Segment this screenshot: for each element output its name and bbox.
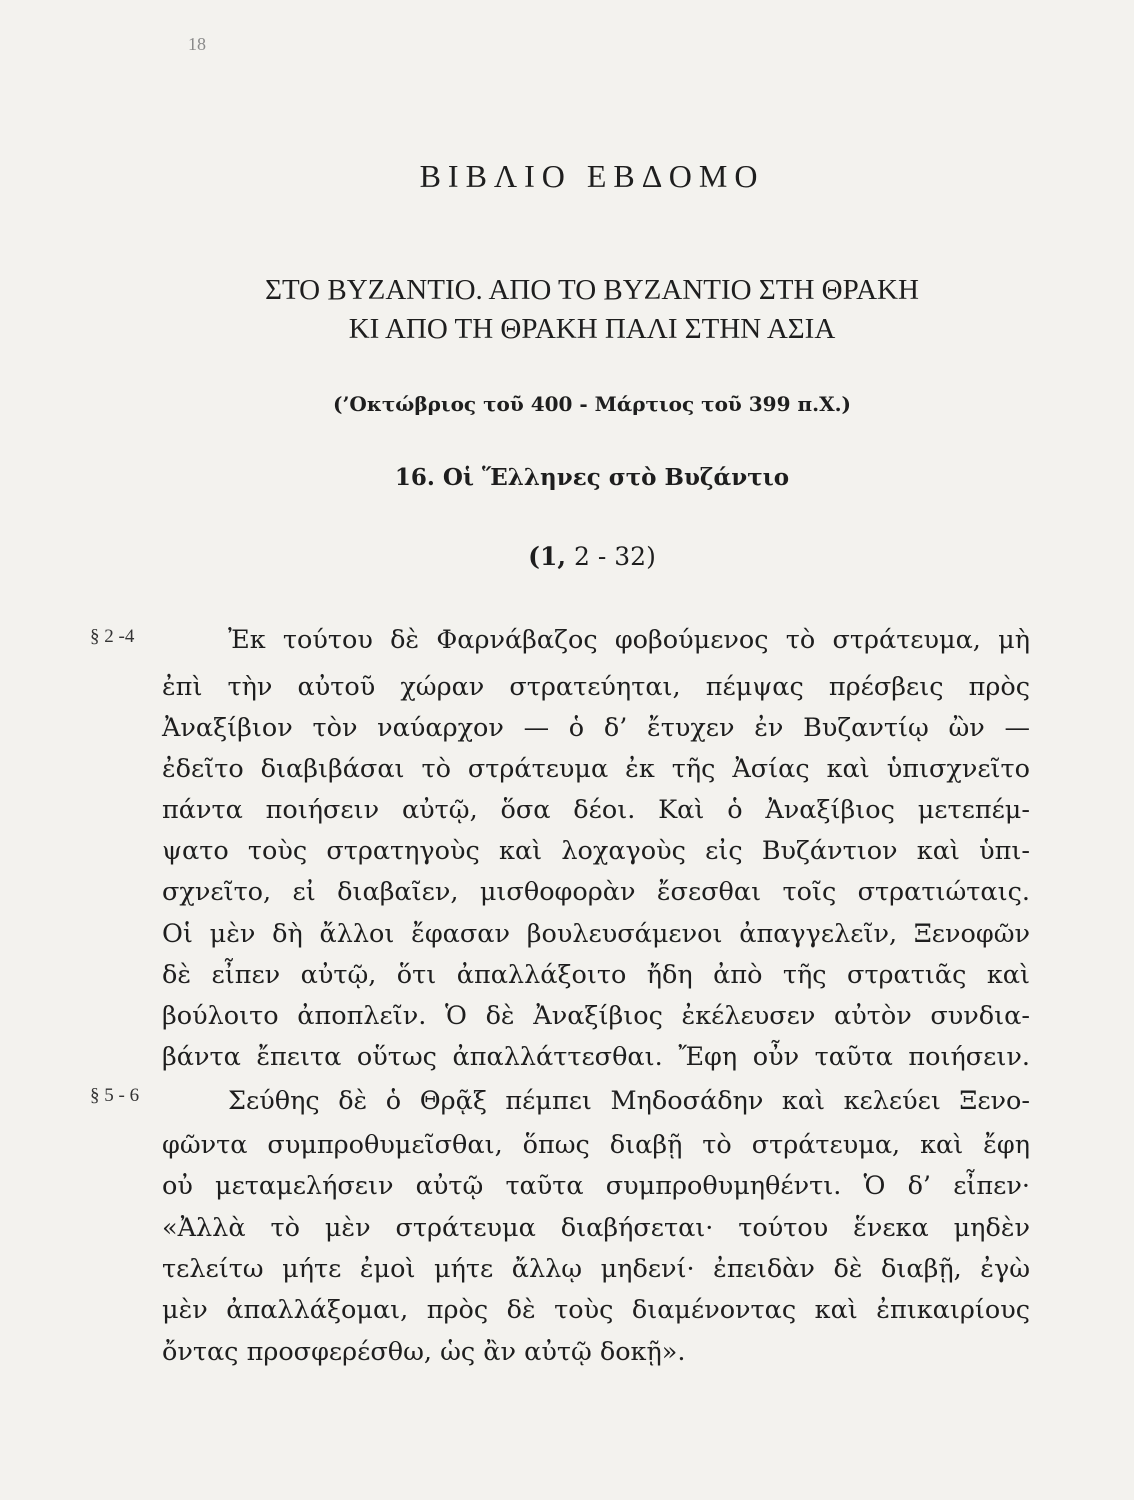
text-line: Ἐκ τούτου δὲ Φαρνάβαζος φοβούμενος τὸ στράτευμα, μὴ [228,625,1030,655]
chapter-ref-range: 2 - 32) [566,542,656,571]
text-line: ἐδεῖτο διαβιβάσαι τὸ στράτευμα ἐκ τῆς Ἀσίας καὶ ὑπισχνεῖτο [162,754,1030,784]
margin-ref-section-1: § 2 -4 [90,626,135,647]
text-line: ὄντας προσφερέσθω, ὡς ἂν αὐτῷ δοκῇ». [162,1337,686,1367]
text-line: Ἀναξίβιον τὸν ναύαρχον — ὁ δ’ ἔτυχεν ἐν Βυζαντίῳ ὢν — [162,713,1030,743]
text-line: βούλοιτο ἀποπλεῖν. Ὁ δὲ Ἀναξίβιος ἐκέλευσεν αὐτὸν συνδια- [162,1001,1030,1031]
text-line: μὲν ἀπαλλάξομαι, πρὸς δὲ τοὺς διαμένοντας καὶ ἐπικαιρίους [162,1295,1030,1325]
text-line: δὲ εἶπεν αὐτῷ, ὅτι ἀπαλλάξοιτο ἤδη ἀπὸ τῆς στρατιᾶς καὶ [162,960,1030,990]
text-line: ἐπὶ τὴν αὐτοῦ χώραν στρατεύηται, πέμψας πρέσβεις πρὸς [162,672,1030,702]
text-line: Σεύθης δὲ ὁ Θρᾷξ πέμπει Μηδοσάδην καὶ κελεύει Ξενο- [228,1086,1030,1116]
subtitle-line-1: ΣΤΟ ΒΥΖΑΝΤΙΟ. ΑΠΟ ΤΟ ΒΥΖΑΝΤΙΟ ΣΤΗ ΘΡΑΚΗ [265,274,919,306]
date-range: (’Οκτώβριος τοῦ 400 - Μάρτιος τοῦ 399 π.Χ.) [332,392,852,416]
page-number: 18 [188,34,206,54]
text-line: πάντα ποιήσειν αὐτῷ, ὅσα δέοι. Καὶ ὁ Ἀναξίβιος μετεπέμ- [162,795,1030,825]
text-line: οὐ μεταμελήσειν αὐτῷ ταῦτα συμπροθυμηθέντι. Ὁ δ’ εἶπεν· [162,1171,1030,1201]
text-line: ψατο τοὺς στρατηγοὺς καὶ λοχαγοὺς εἰς Βυζάντιον καὶ ὑπι- [162,836,1030,866]
margin-ref-section-2: § 5 - 6 [90,1085,140,1106]
subtitle-line-2: ΚΙ ΑΠΟ ΤΗ ΘΡΑΚΗ ΠΑΛΙ ΣΤΗΝ ΑΣΙΑ [348,313,836,345]
chapter-ref-number: (1, [528,542,567,571]
text-line: τελείτω μήτε ἐμοὶ μήτε ἄλλῳ μηδενί· ἐπειδὰν δὲ διαβῇ, ἐγὼ [162,1254,1030,1284]
text-line: «Ἀλλὰ τὸ μὲν στράτευμα διαβήσεται· τούτου ἕνεκα μηδὲν [162,1213,1030,1243]
book-title: ΒΙΒΛΙΟ ΕΒΔΟΜΟ [419,158,765,194]
chapter-title: 16. Οἱ Ἕλληνες στὸ Βυζάντιο [394,464,790,491]
text-line: βάντα ἔπειτα οὕτως ἀπαλλάττεσθαι. Ἔφη οὖν ταῦτα ποιήσειν. [162,1042,1030,1072]
text-line: σχνεῖτο, εἰ διαβαῖεν, μισθοφορὰν ἔσεσθαι τοῖς στρατιώταις. [162,877,1030,907]
chapter-reference [0,542,1134,571]
text-line: Οἱ μὲν δὴ ἄλλοι ἔφασαν βουλευσάμενοι ἀπαγγελεῖν, Ξενοφῶν [162,919,1030,949]
text-line: φῶντα συμπροθυμεῖσθαι, ὅπως διαβῇ τὸ στράτευμα, καὶ ἔφη [162,1130,1030,1160]
